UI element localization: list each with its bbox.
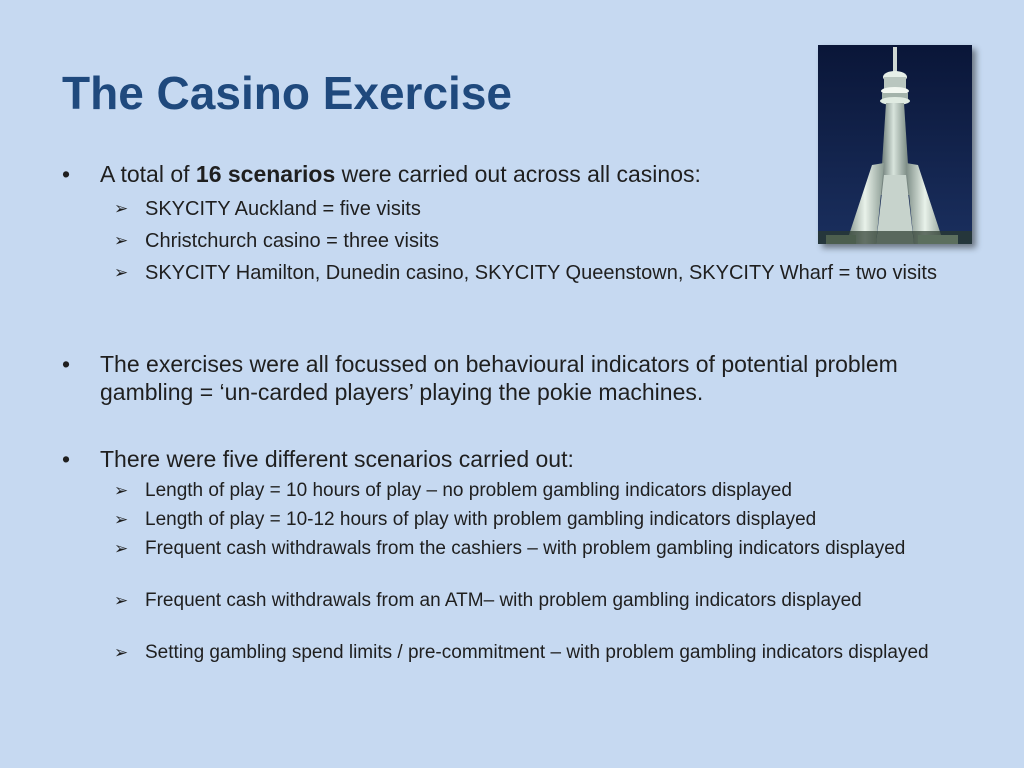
bullet-text: The exercises were all focussed on behavioural indicators of potential problem gambling = ‘un-carded players’ playing the pokie machines. (100, 351, 898, 405)
bullet-dot: • (62, 161, 71, 187)
slide-title: The Casino Exercise (62, 67, 512, 119)
bullet-dot: • (62, 351, 71, 377)
arrow-icon: ➢ (114, 591, 129, 610)
arrow-icon: ➢ (114, 231, 129, 250)
slide: The Casino Exercise • A total of 16 scenarios were carried out across all casinos: ➢ SKYCITY Auckland = five visits ➢ Christchurch casino = three visits ➢ SKYCITY Hamilton, Dunedin casino, SKYCITY Queenstown, SKYCITY Wharf = two visits • The exercises were all focussed on behavioural indicators of potential problem gambling = ‘un-carded players’ playing the pokie machines. • There were five different scenarios carried out: ➢ Length of play = 10 hours of play – no problem gambling indicators displayed ➢ Length of play = 10-12 hours of play with problem gambling indicators displayed ➢ Frequent cash withdrawals from the cashiers – with problem gambling indicators displayed ➢ Frequent cash withdrawals from an ATM– with problem gambling indicators displayed ➢ Setting gambling spend limits / pre-commitment – with problem gambling indicators displayed (0, 0, 1024, 768)
arrow-icon: ➢ (114, 481, 129, 500)
arrow-icon: ➢ (114, 199, 129, 218)
arrow-icon: ➢ (114, 539, 129, 558)
arrow-icon: ➢ (114, 510, 129, 529)
arrow-icon: ➢ (114, 643, 129, 662)
bullet-dot: • (62, 446, 71, 472)
arrow-icon: ➢ (114, 263, 129, 282)
bullet-text: There were five different scenarios carried out: (100, 446, 574, 472)
bullet-text: A total of 16 scenarios were carried out across all casinos: (100, 161, 701, 187)
